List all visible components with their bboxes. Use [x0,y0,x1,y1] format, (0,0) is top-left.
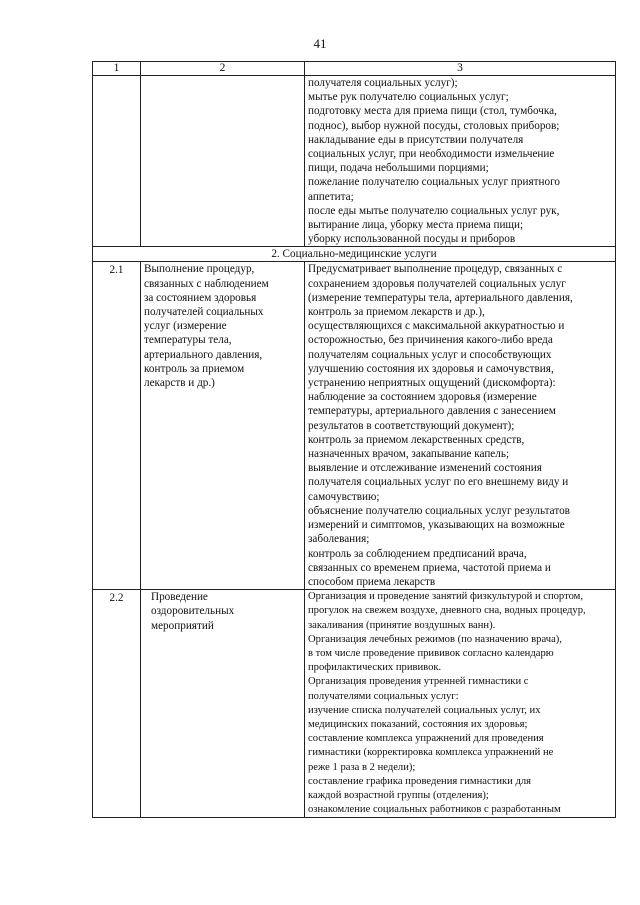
text-line: заболевания; [308,533,370,546]
text-line: гимнастики (корректировка комплекса упражнений не [308,747,554,759]
header-col-3: 3 [305,62,616,76]
section-row [93,247,616,262]
service-name [141,590,305,818]
text-line: мытье рук получателю социальных услуг; [308,91,509,104]
cell-desc-continued [305,76,616,247]
text-line: способом приема лекарств [308,575,436,588]
text-line: подготовку места для приема пищи (стол, тумбочка, [308,105,557,118]
text-line: получателя социальных услуг по его внешнему виду и [308,476,569,489]
text-line: температуры тела, [144,334,232,347]
text-line: в том числе проведение прививок согласно календарю [308,647,554,659]
text-line: наблюдение за состоянием здоровья (измерение [308,391,537,404]
text-line: после еды мытье получателю социальных услуг рук, [308,204,560,217]
text-line: сохранением здоровья получателей социальных услуг [308,277,566,290]
cell-name-empty [141,76,305,247]
text-line: за состоянием здоровья [144,291,257,304]
services-table [92,61,616,818]
text-line: каждой возрастной группы (отделения); [308,789,489,801]
text-line: Организация лечебных режимов (по назначению врача), [308,633,562,645]
text-line: Проведение [151,591,208,604]
table-row [93,262,616,590]
service-description [305,590,616,818]
page-number: 41 [313,36,327,51]
text-line: осуществляющихся с максимальной аккуратностью и [308,320,565,333]
text-line: составление комплекса упражнений для проведения [308,733,544,745]
text-line: результатов в соответствующий документ); [308,419,515,432]
text-line: артериального давления, [144,348,263,361]
text-line: получателями социальных услуг: [308,690,459,702]
text-line: получателя социальных услуг); [308,77,458,89]
text-line: объяснение получателю социальных услуг результатов [308,504,570,517]
table-header-row [93,62,616,76]
text-line: назначенных врачом, закапывание капель; [308,448,510,461]
text-line: медицинских показаний, состояния их здоровья; [308,718,528,730]
text-line: Предусматривает выполнение процедур, связанных с [308,263,563,276]
text-line: мероприятий [151,619,214,632]
text-line: закаливания (принятие воздушных ванн). [308,619,496,631]
header-col-2: 2 [141,62,305,76]
text-line: Организация и проведение занятий физкультурой и спортом, [308,591,584,603]
service-description [305,262,616,590]
text-line: (измерение температуры тела, артериального давления, [308,291,573,304]
text-line: аппетита; [308,190,354,203]
text-line: получателей социальных [144,306,264,319]
text-line: уборку использованной посуды и приборов [308,233,516,246]
text-line: устранению неприятных ощущений (дискомфорта): [308,377,556,390]
text-line: пожелание получателю социальных услуг приятного [308,176,561,189]
text-line: вытирание лица, уборку места приема пищи; [308,219,524,232]
section-title: 2. Социально-медицинские услуги [93,247,616,262]
text-line: пищи, подача небольшими порциями; [308,162,489,175]
text-line: изучение списка получателей социальных услуг, их [308,704,541,716]
text-line: лекарств и др.) [144,377,215,390]
text-line: Выполнение процедур, [144,263,255,276]
text-line: реже 1 раза в 2 недели); [308,761,416,773]
text-line: связанных со временем приема, частотой приема и [308,561,551,574]
text-line: составление графика проведения гимнастики для [308,775,532,787]
text-line: контроль за приемом лекарств и др.), [308,306,485,319]
text-line: контроль за приемом [144,362,245,375]
cell-num-empty [93,76,141,247]
row-number: 2.1 [93,262,141,590]
header-col-1: 1 [93,62,141,76]
text-line: контроль за приемом лекарственных средств, [308,433,525,446]
text-line: социальных услуг, при необходимости измельчение [308,148,555,161]
text-line: профилактических прививок. [308,662,442,674]
table-row [93,590,616,818]
text-line: ознакомление социальных работников с разработанным [308,804,561,816]
text-line: выявление и отслеживание изменений состояния [308,462,542,475]
text-line: температуры, артериального давления с занесением [308,405,556,418]
text-line: улучшению состояния их здоровья и самочувствия, [308,362,554,375]
row-number: 2.2 [93,590,141,818]
text-line: оздоровительных [151,605,235,618]
service-name [141,262,305,590]
text-line: связанных с наблюдением [144,277,269,290]
text-line: услуг (измерение [144,320,227,333]
text-line: осторожностью, без причинения какого-либо вреда [308,334,553,347]
text-line: контроль за соблюдением предписаний врача, [308,547,527,560]
text-line: Организация проведения утренней гимнастики с [308,676,529,688]
text-line: прогулок на свежем воздухе, дневного сна, водных процедур, [308,605,586,617]
text-line: накладывание еды в присутствии получателя [308,133,524,146]
text-line: поднос), выбор нужной посуды, столовых приборов; [308,119,560,132]
text-line: измерений и симптомов, указывающих на возможные [308,519,565,532]
text-line: самочувствию; [308,490,380,503]
table-row-continued [93,76,616,247]
text-line: получателям социальных услуг и способствующих [308,348,552,361]
